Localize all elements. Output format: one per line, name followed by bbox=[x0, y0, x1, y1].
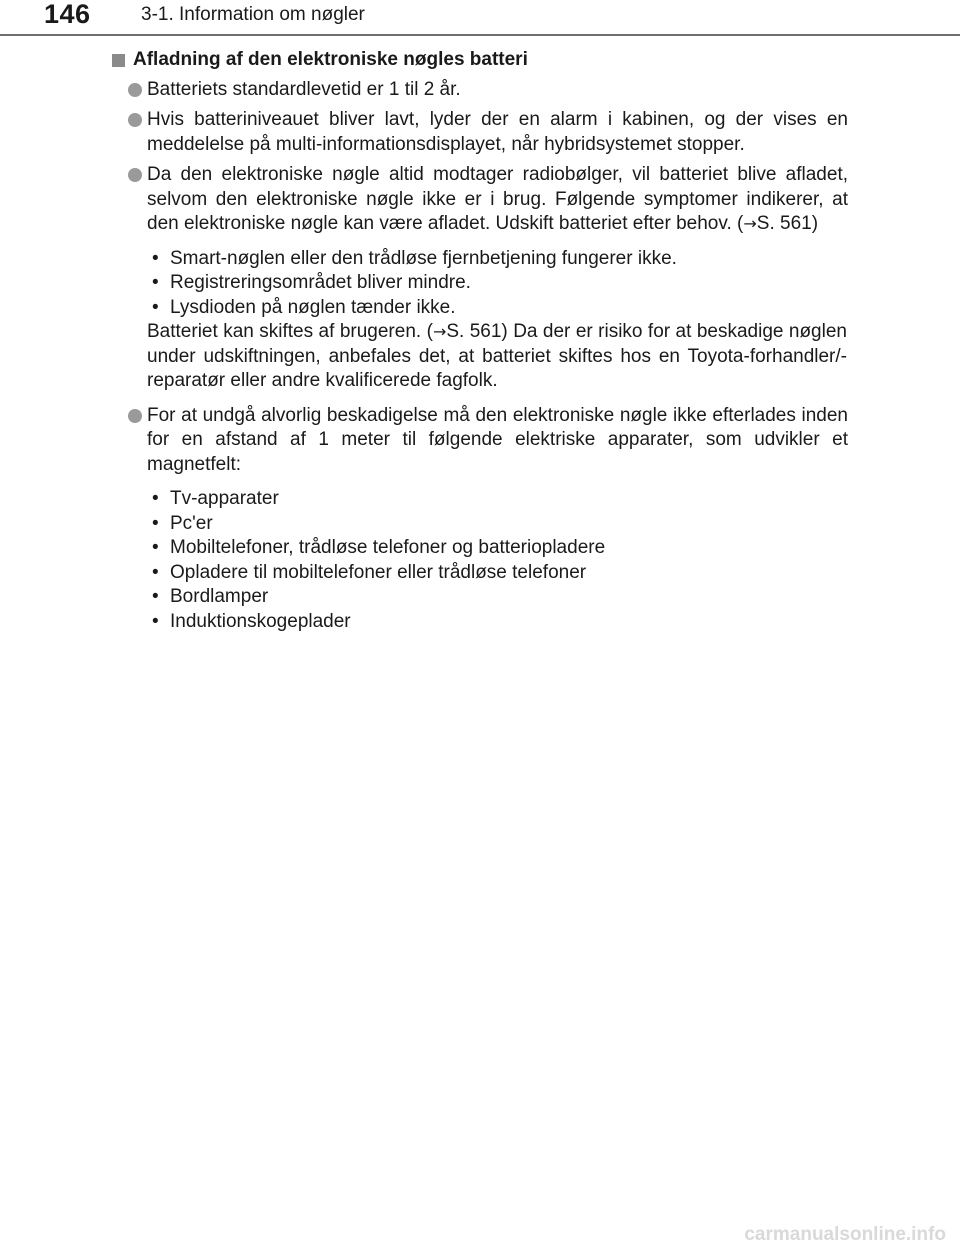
bullet-icon: • bbox=[152, 272, 159, 293]
list-item-text: Batteriets standardlevetid er 1 til 2 år. bbox=[147, 78, 461, 100]
sub-list-item bbox=[152, 536, 848, 561]
list-item bbox=[128, 163, 848, 398]
sub-list-item bbox=[152, 561, 848, 586]
section-title: 3-1. Information om nøgler bbox=[141, 4, 365, 25]
watermark: carmanualsonline.info bbox=[744, 1224, 946, 1245]
circle-bullet-icon bbox=[128, 113, 142, 127]
list-item-body bbox=[147, 404, 848, 635]
circle-bullet-icon bbox=[128, 409, 142, 423]
list-item bbox=[128, 404, 848, 635]
sub-list-item-text: Induktionskogeplader bbox=[170, 610, 351, 632]
page-header bbox=[0, 0, 960, 36]
sub-list-item bbox=[152, 487, 848, 512]
list-item-text-part: Da den elektroniske nøgle altid modtager radiobølger, vil batteriet blive afladet, selvom den elektroniske nøgle ikke er i brug. Følgende symptomer indikerer, at den elektroniske nøgle kan være afladet. Udskift batteriet efter behov. ( bbox=[147, 164, 848, 234]
section-heading bbox=[112, 48, 848, 73]
arrow-right-icon: → bbox=[432, 322, 447, 341]
list-item bbox=[128, 108, 848, 157]
appliance-list bbox=[147, 487, 848, 634]
sub-list-item-text: Bordlamper bbox=[170, 586, 269, 607]
bullet-icon: • bbox=[152, 610, 159, 632]
main-content bbox=[112, 48, 848, 640]
header-divider bbox=[0, 34, 960, 36]
bullet-icon: • bbox=[152, 247, 159, 269]
bullet-icon: • bbox=[152, 586, 159, 607]
sub-list-item-text: Registreringsområdet bliver mindre. bbox=[170, 272, 471, 293]
page-reference: S. 561) bbox=[756, 213, 819, 234]
bullet-icon: • bbox=[152, 537, 159, 558]
sub-list-item-text: Tv-apparater bbox=[170, 488, 279, 509]
sub-list-item-text: Lysdioden på nøglen tænder ikke. bbox=[170, 296, 456, 318]
sub-list-item-text: Smart-nøglen eller den trådløse fjernbetjening fungerer ikke. bbox=[170, 247, 677, 269]
list-item-text: Hvis batteriniveauet bliver lavt, lyder der en alarm i kabinen, og der vises en meddelelse på multi-informationsdisplayet, når hybridsystemet stopper. bbox=[147, 109, 848, 155]
circle-bullet-icon bbox=[128, 168, 142, 182]
page-number: 146 bbox=[44, 0, 91, 29]
square-bullet-icon bbox=[112, 54, 125, 67]
battery-note bbox=[147, 320, 847, 394]
sub-list-item bbox=[152, 247, 848, 272]
circle-bullet-icon bbox=[128, 83, 142, 97]
list-item-body bbox=[147, 163, 848, 398]
sub-list-item bbox=[152, 512, 848, 537]
sub-list-item bbox=[152, 296, 848, 321]
note-text-part: Batteriet kan skiftes af brugeren. ( bbox=[147, 321, 433, 342]
list-item-text bbox=[147, 163, 848, 237]
sub-list-item bbox=[152, 271, 848, 296]
bullet-icon: • bbox=[152, 488, 159, 509]
list-item bbox=[128, 78, 848, 103]
sub-list-item-text: Mobiltelefoner, trådløse telefoner og batteriopladere bbox=[170, 537, 606, 558]
list-item-text: For at undgå alvorlig beskadigelse må den elektroniske nøgle ikke efterlades inden for en afstand af 1 meter til følgende elektriske apparater, som udvikler et magnetfelt: bbox=[147, 404, 848, 475]
bullet-icon: • bbox=[152, 296, 159, 318]
sub-list-item bbox=[152, 585, 848, 610]
sub-list-item bbox=[152, 610, 848, 635]
bullet-icon: • bbox=[152, 512, 159, 534]
arrow-right-icon: → bbox=[743, 214, 757, 233]
sub-list-item-text: Pc'er bbox=[170, 512, 213, 534]
symptom-list bbox=[147, 247, 848, 321]
note-text-part: S. 561) Da der er risiko for at beskadige nøglen under udskiftningen, anbefales det, at batteriet skiftes hos en Toyota-forhandler/-reparatør eller andre kvalificerede fagfolk. bbox=[147, 321, 847, 391]
section-heading-text: Afladning af den elektroniske nøgles batteri bbox=[133, 49, 528, 70]
sub-list-item-text: Opladere til mobiltelefoner eller trådløse telefoner bbox=[170, 561, 587, 583]
bullet-icon: • bbox=[152, 561, 159, 583]
